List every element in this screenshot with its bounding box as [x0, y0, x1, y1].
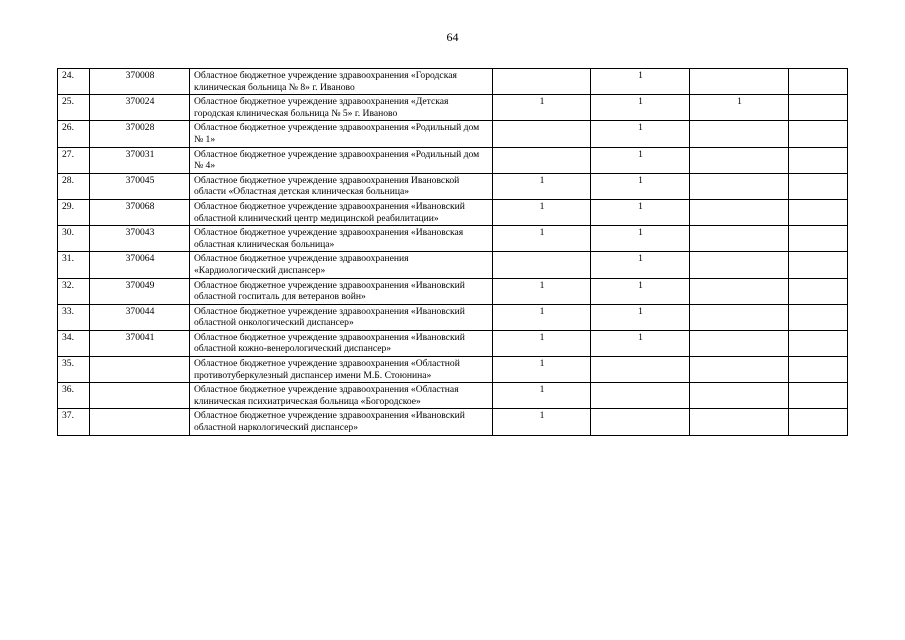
registry-code-cell: 370044	[90, 304, 190, 330]
column-4-cell	[493, 69, 591, 95]
column-7-cell	[789, 304, 848, 330]
institution-name-cell: Областное бюджетное учреждение здравоохранения «Ивановский областной наркологический диспансер»	[190, 409, 493, 435]
column-6-cell: 1	[690, 95, 789, 121]
row-number-cell: 29.	[58, 199, 90, 225]
row-number-cell: 28.	[58, 173, 90, 199]
table-row	[58, 304, 848, 330]
table-row	[58, 69, 848, 95]
row-number-cell: 27.	[58, 147, 90, 173]
column-4-cell	[493, 147, 591, 173]
institution-name-cell: Областное бюджетное учреждение здравоохранения «Детская городская клиническая больница № 5» г. Иваново	[190, 95, 493, 121]
column-5-cell: 1	[591, 69, 690, 95]
table-row	[58, 252, 848, 278]
column-6-cell	[690, 304, 789, 330]
institution-name-cell: Областное бюджетное учреждение здравоохранения «Ивановский областной онкологический диспансер»	[190, 304, 493, 330]
column-5-cell: 1	[591, 330, 690, 356]
table-row	[58, 121, 848, 147]
column-4-cell: 1	[493, 173, 591, 199]
registry-code-cell: 370031	[90, 147, 190, 173]
table-row	[58, 409, 848, 435]
column-5-cell	[591, 409, 690, 435]
column-6-cell	[690, 278, 789, 304]
registry-code-cell: 370049	[90, 278, 190, 304]
column-5-cell: 1	[591, 95, 690, 121]
registry-code-cell: 370024	[90, 95, 190, 121]
column-4-cell: 1	[493, 357, 591, 383]
column-4-cell: 1	[493, 199, 591, 225]
table-row	[58, 226, 848, 252]
column-7-cell	[789, 95, 848, 121]
institution-name-cell: Областное бюджетное учреждение здравоохранения «Областной противотуберкулезный диспансер имени М.Б. Стоюнина»	[190, 357, 493, 383]
registry-code-cell: 370028	[90, 121, 190, 147]
registry-code-cell	[90, 383, 190, 409]
table-row	[58, 383, 848, 409]
column-6-cell	[690, 199, 789, 225]
column-4-cell	[493, 252, 591, 278]
table-row	[58, 147, 848, 173]
registry-code-cell: 370043	[90, 226, 190, 252]
column-4-cell: 1	[493, 278, 591, 304]
institution-name-cell: Областное бюджетное учреждение здравоохранения «Городская клиническая больница № 8» г. Иваново	[190, 69, 493, 95]
column-5-cell	[591, 383, 690, 409]
column-6-cell	[690, 173, 789, 199]
column-4-cell	[493, 121, 591, 147]
column-6-cell	[690, 383, 789, 409]
registry-code-cell	[90, 357, 190, 383]
row-number-cell: 24.	[58, 69, 90, 95]
column-6-cell	[690, 330, 789, 356]
institution-name-cell: Областное бюджетное учреждение здравоохранения «Ивановский областной госпиталь для ветеранов войн»	[190, 278, 493, 304]
column-7-cell	[789, 173, 848, 199]
column-6-cell	[690, 69, 789, 95]
institution-name-cell: Областное бюджетное учреждение здравоохранения «Родильный дом № 4»	[190, 147, 493, 173]
institution-name-cell: Областное бюджетное учреждение здравоохранения «Ивановская областная клиническая больница»	[190, 226, 493, 252]
column-7-cell	[789, 409, 848, 435]
column-4-cell: 1	[493, 226, 591, 252]
institution-name-cell: Областное бюджетное учреждение здравоохранения Ивановской области «Областная детская клиническая больница»	[190, 173, 493, 199]
column-4-cell: 1	[493, 95, 591, 121]
column-4-cell: 1	[493, 304, 591, 330]
column-6-cell	[690, 226, 789, 252]
registry-code-cell: 370064	[90, 252, 190, 278]
table-row	[58, 330, 848, 356]
column-7-cell	[789, 330, 848, 356]
column-7-cell	[789, 226, 848, 252]
column-4-cell: 1	[493, 330, 591, 356]
table-body	[58, 69, 848, 436]
table-row	[58, 357, 848, 383]
column-6-cell	[690, 409, 789, 435]
column-5-cell: 1	[591, 199, 690, 225]
column-7-cell	[789, 278, 848, 304]
row-number-cell: 31.	[58, 252, 90, 278]
column-7-cell	[789, 147, 848, 173]
row-number-cell: 36.	[58, 383, 90, 409]
row-number-cell: 37.	[58, 409, 90, 435]
registry-code-cell: 370008	[90, 69, 190, 95]
column-4-cell: 1	[493, 409, 591, 435]
column-7-cell	[789, 357, 848, 383]
column-5-cell: 1	[591, 121, 690, 147]
table-row	[58, 199, 848, 225]
table-row	[58, 278, 848, 304]
row-number-cell: 34.	[58, 330, 90, 356]
row-number-cell: 35.	[58, 357, 90, 383]
table-row	[58, 95, 848, 121]
row-number-cell: 32.	[58, 278, 90, 304]
column-5-cell: 1	[591, 252, 690, 278]
page-number: 64	[446, 30, 459, 44]
column-7-cell	[789, 121, 848, 147]
institution-name-cell: Областное бюджетное учреждение здравоохранения «Ивановский областной кожно-венерологический диспансер»	[190, 330, 493, 356]
column-7-cell	[789, 69, 848, 95]
registry-code-cell: 370045	[90, 173, 190, 199]
column-4-cell: 1	[493, 383, 591, 409]
institution-name-cell: Областное бюджетное учреждение здравоохранения «Ивановский областной клинический центр медицинской реабилитации»	[190, 199, 493, 225]
column-6-cell	[690, 147, 789, 173]
institutions-table	[57, 68, 848, 436]
column-6-cell	[690, 121, 789, 147]
column-7-cell	[789, 199, 848, 225]
column-5-cell: 1	[591, 173, 690, 199]
column-7-cell	[789, 252, 848, 278]
column-5-cell: 1	[591, 147, 690, 173]
column-5-cell: 1	[591, 278, 690, 304]
row-number-cell: 25.	[58, 95, 90, 121]
column-6-cell	[690, 357, 789, 383]
column-5-cell: 1	[591, 304, 690, 330]
row-number-cell: 33.	[58, 304, 90, 330]
registry-code-cell: 370068	[90, 199, 190, 225]
row-number-cell: 26.	[58, 121, 90, 147]
registry-code-cell: 370041	[90, 330, 190, 356]
column-5-cell	[591, 357, 690, 383]
column-7-cell	[789, 383, 848, 409]
column-6-cell	[690, 252, 789, 278]
table-row	[58, 173, 848, 199]
column-5-cell: 1	[591, 226, 690, 252]
institution-name-cell: Областное бюджетное учреждение здравоохранения «Родильный дом № 1»	[190, 121, 493, 147]
institution-name-cell: Областное бюджетное учреждение здравоохранения «Кардиологический диспансер»	[190, 252, 493, 278]
row-number-cell: 30.	[58, 226, 90, 252]
institution-name-cell: Областное бюджетное учреждение здравоохранения «Областная клиническая психиатрическая больница «Богородское»	[190, 383, 493, 409]
registry-code-cell	[90, 409, 190, 435]
